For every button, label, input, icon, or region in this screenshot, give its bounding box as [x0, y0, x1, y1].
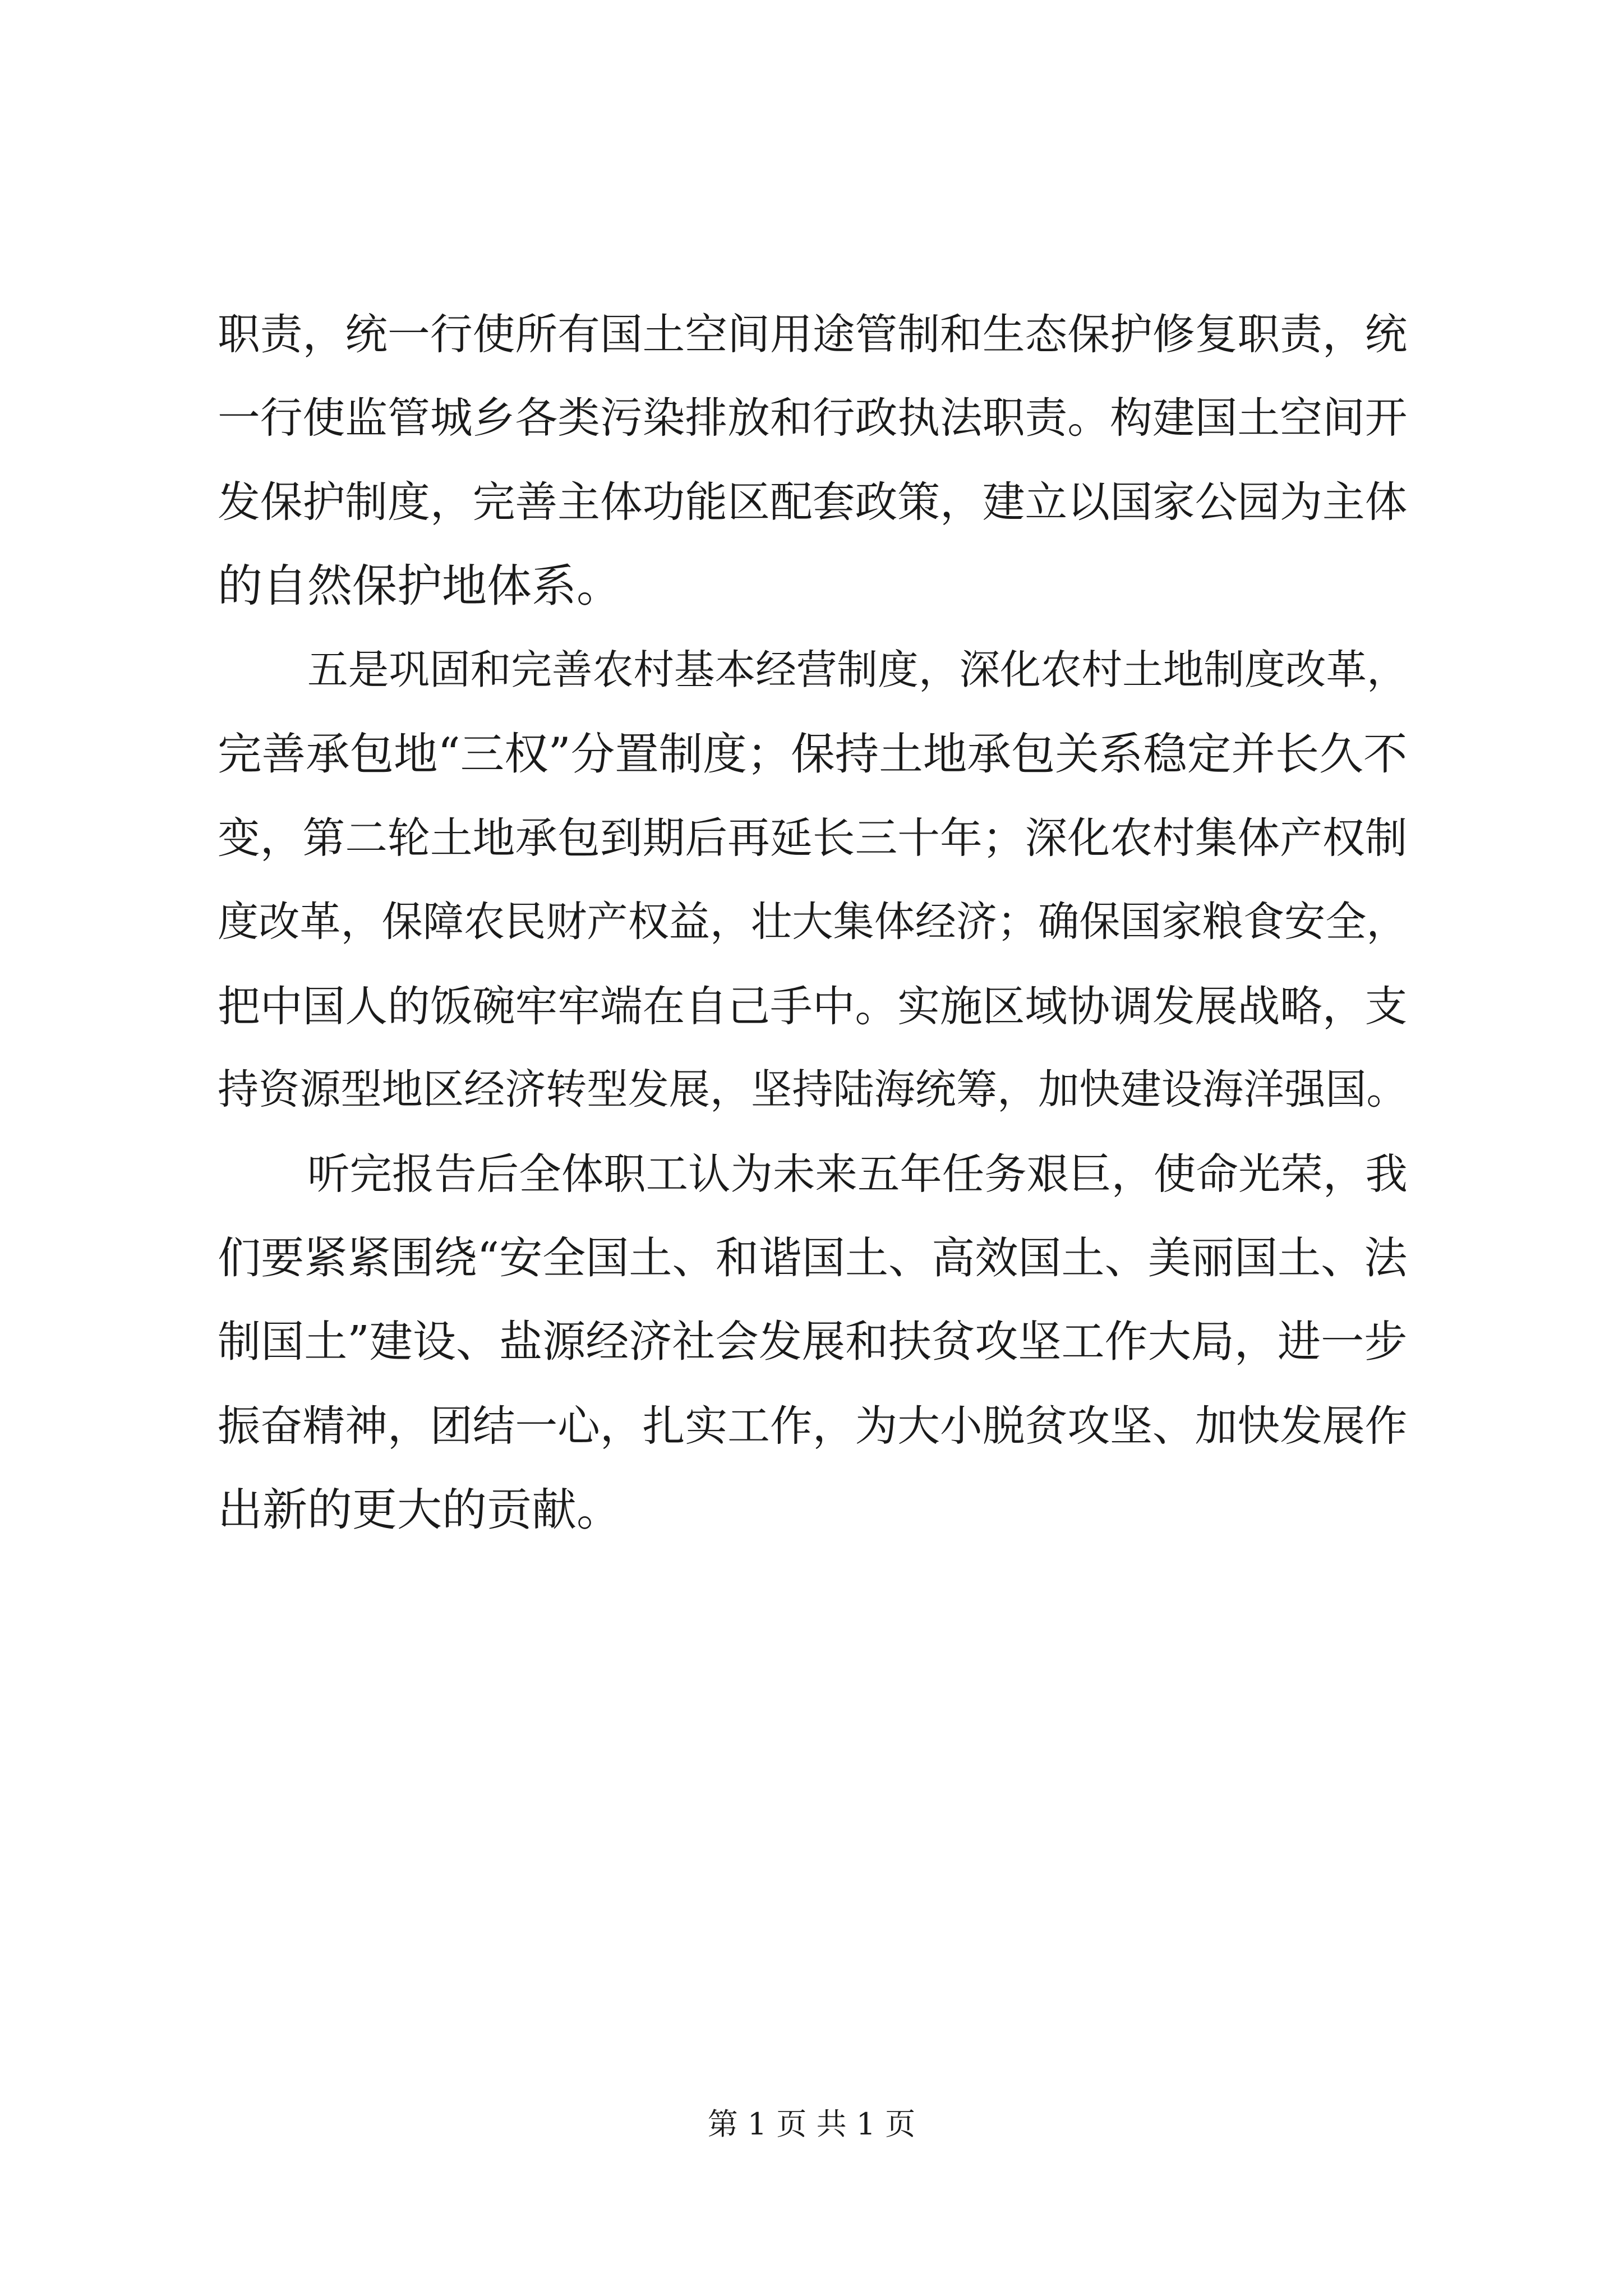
paragraph-1-line-4: 的自然保护地体系。	[218, 560, 621, 612]
paragraph-2-line-6: 持资源型地区经济转型发展，坚持陆海统筹，加快建设海洋强国。	[218, 1066, 1408, 1114]
paragraph-2-line-1: 五是巩固和完善农村基本经营制度，深化农村土地制度改革，	[307, 647, 1408, 694]
paragraph-2-line-3: 变，第二轮土地承包到期后再延长三十年；深化农村集体产权制	[218, 813, 1408, 863]
page-footer: 第 1 页 共 1 页	[707, 2106, 916, 2142]
paragraph-1-line-2: 一行使监管城乡各类污染排放和行政执法职责。构建国土空间开	[218, 393, 1408, 443]
paragraph-2-line-4: 度改革，保障农民财产权益，壮大集体经济；确保国家粮食安全，	[218, 898, 1408, 946]
paragraph-2-line-5: 把中国人的饭碗牢牢端在自己手中。实施区域协调发展战略，支	[218, 982, 1408, 1031]
paragraph-3-line-1: 听完报告后全体职工认为未来五年任务艰巨，使命光荣，我	[307, 1149, 1408, 1199]
paragraph-3-line-3: 制国土”建设、盐源经济社会发展和扶贫攻坚工作大局，进一步	[218, 1317, 1408, 1367]
paragraph-3-line-4: 振奋精神，团结一心，扎实工作，为大小脱贫攻坚、加快发展作	[218, 1401, 1408, 1451]
paragraph-1-line-3: 发保护制度，完善主体功能区配套政策，建立以国家公园为主体	[218, 477, 1408, 527]
paragraph-3-line-2: 们要紧紧围绕“安全国土、和谐国土、高效国土、美丽国土、法	[218, 1233, 1408, 1283]
paragraph-1-line-1: 职责，统一行使所有国土空间用途管制和生态保护修复职责，统	[218, 310, 1408, 359]
paragraph-2-line-2: 完善承包地“三权”分置制度；保持土地承包关系稳定并长久不	[218, 728, 1408, 780]
paragraph-3-line-5: 出新的更大的贡献。	[218, 1484, 621, 1536]
